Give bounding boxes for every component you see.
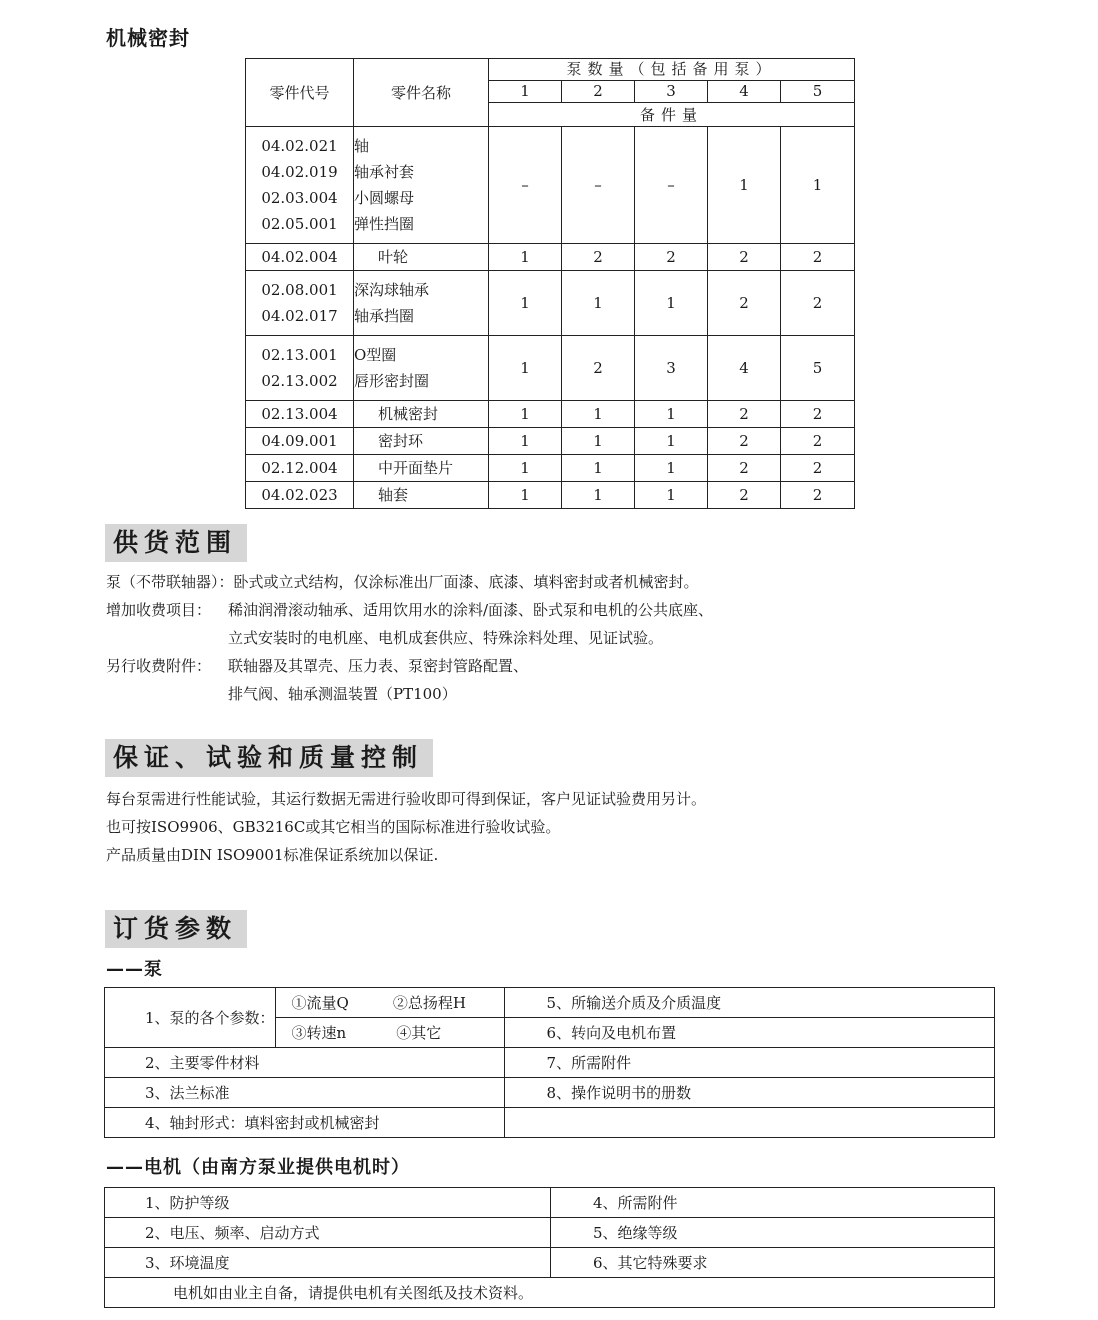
spare-qty: 1 <box>708 127 781 244</box>
spare-qty: 1 <box>562 401 635 428</box>
spare-qty: 1 <box>489 401 562 428</box>
order-item: 2、电压、频率、启动方式 <box>105 1218 551 1248</box>
spare-qty: 2 <box>781 455 855 482</box>
pump-count: 3 <box>635 81 708 103</box>
part-code: 04.02.023 <box>261 486 338 504</box>
spare-row <box>246 455 855 482</box>
spare-qty: 1 <box>781 127 855 244</box>
part-name: 轴承挡圈 <box>354 307 415 325</box>
motor-subheading: ——电机（由南方泵业提供电机时） <box>106 1157 410 1178</box>
quality-line: 产品质量由DIN ISO9001标准保证系统加以保证. <box>106 846 439 864</box>
pump-count: 1 <box>489 81 562 103</box>
quality-heading: 保证、试验和质量控制 <box>105 739 433 777</box>
part-name: 叶轮 <box>378 248 409 266</box>
supply-scope-heading: 供货范围 <box>105 524 247 562</box>
spare-qty: 1 <box>635 271 708 336</box>
spare-qty: 2 <box>708 428 781 455</box>
spare-qty: 2 <box>781 428 855 455</box>
spare-qty: 5 <box>781 336 855 401</box>
spare-qty: 2 <box>708 271 781 336</box>
part-code: 02.13.001 <box>261 346 338 364</box>
part-name-cell <box>354 455 489 482</box>
part-code-cell <box>246 401 354 428</box>
part-name-cell <box>354 244 489 271</box>
col-header-name: 零件名称 <box>354 59 489 127</box>
part-code: 02.08.001 <box>261 281 338 299</box>
part-code: 02.05.001 <box>261 215 338 233</box>
spare-qty: 1 <box>635 428 708 455</box>
spare-qty: 1 <box>635 482 708 509</box>
part-name-cell <box>354 428 489 455</box>
spare-qty: 1 <box>562 428 635 455</box>
part-name: 轴承衬套 <box>354 163 415 181</box>
part-name: 中开面垫片 <box>378 459 454 477</box>
pump-param-cell <box>275 1018 504 1048</box>
spare-qty: 2 <box>708 401 781 428</box>
pump-subheading: ——泵 <box>106 959 163 980</box>
part-name: 机械密封 <box>378 405 439 423</box>
order-item: 1、防护等级 <box>105 1188 551 1218</box>
order-item: 3、法兰标准 <box>105 1078 505 1108</box>
spare-qty: 1 <box>635 455 708 482</box>
empty-cell <box>504 1108 994 1138</box>
pump-param-cell <box>275 988 504 1018</box>
order-item: 7、所需附件 <box>504 1048 994 1078</box>
supply-line: 联轴器及其罩壳、压力表、泵密封管路配置、 <box>228 657 529 675</box>
pump-qty-header: 泵数量（包括备用泵） <box>489 59 855 81</box>
part-name: 轴套 <box>378 486 409 504</box>
part-code-cell <box>246 271 354 336</box>
param-other: ④其它 <box>396 1024 442 1042</box>
order-item: 8、操作说明书的册数 <box>504 1078 994 1108</box>
part-code: 04.02.019 <box>261 163 338 181</box>
part-code-cell <box>246 127 354 244</box>
spare-row <box>246 127 855 244</box>
spare-qty: 2 <box>781 482 855 509</box>
spare-qty: 1 <box>489 336 562 401</box>
spare-qty: 1 <box>489 271 562 336</box>
order-item: 5、绝缘等级 <box>551 1218 995 1248</box>
spare-qty: 4 <box>708 336 781 401</box>
spare-row <box>246 244 855 271</box>
spare-qty: 2 <box>708 244 781 271</box>
motor-note: 电机如由业主自备，请提供电机有关图纸及技术资料。 <box>105 1278 995 1308</box>
order-params-heading: 订货参数 <box>105 910 247 948</box>
quality-line: 也可按ISO9906、GB3216C或其它相当的国际标准进行验收试验。 <box>106 818 561 836</box>
spare-qty: 1 <box>562 482 635 509</box>
part-code: 02.03.004 <box>261 189 338 207</box>
part-name: 小圆螺母 <box>354 189 415 207</box>
order-item: 4、所需附件 <box>551 1188 995 1218</box>
spare-qty: 1 <box>489 482 562 509</box>
param-flow: ①流量Q <box>291 994 349 1012</box>
spare-qty: 1 <box>489 244 562 271</box>
order-item: 6、其它特殊要求 <box>551 1248 995 1278</box>
spare-row <box>246 336 855 401</box>
order-item: 3、环境温度 <box>105 1248 551 1278</box>
supply-line: 稀油润滑滚动轴承、适用饮用水的涂料/面漆、卧式泵和电机的公共底座、 <box>228 601 714 619</box>
order-item: 5、所输送介质及介质温度 <box>504 988 994 1018</box>
part-name: 唇形密封圈 <box>354 372 430 390</box>
spare-row <box>246 428 855 455</box>
motor-order-table <box>104 1187 995 1308</box>
part-code: 04.02.004 <box>261 248 338 266</box>
spare-row <box>246 482 855 509</box>
part-name: 轴 <box>354 137 370 155</box>
spare-qty: 3 <box>635 336 708 401</box>
spare-row <box>246 401 855 428</box>
param-head: ②总扬程H <box>392 994 466 1012</box>
supply-line: 排气阀、轴承测温装置（PT100） <box>228 685 457 703</box>
part-name-cell <box>354 401 489 428</box>
pump-count: 4 <box>708 81 781 103</box>
part-code: 02.13.002 <box>261 372 338 390</box>
part-name: 深沟球轴承 <box>354 281 430 299</box>
supply-line-label: 增加收费项目： <box>106 601 212 619</box>
spare-qty: 2 <box>708 455 781 482</box>
part-code: 04.02.021 <box>261 137 338 155</box>
part-name: 密封环 <box>378 432 424 450</box>
supply-line-label: 另行收费附件： <box>106 657 212 675</box>
spare-qty: – <box>489 127 562 244</box>
order-item: 4、轴封形式：填料密封或机械密封 <box>105 1108 505 1138</box>
section-title-mechanical-seal: 机械密封 <box>106 26 190 50</box>
spare-qty: 2 <box>635 244 708 271</box>
part-code-cell <box>246 455 354 482</box>
spare-qty: 1 <box>635 401 708 428</box>
part-code-cell <box>246 428 354 455</box>
part-code: 04.02.017 <box>261 307 338 325</box>
order-item: 2、主要零件材料 <box>105 1048 505 1078</box>
part-name: O型圈 <box>354 346 397 364</box>
part-code-cell <box>246 482 354 509</box>
part-name: 弹性挡圈 <box>354 215 415 233</box>
param-speed: ③转速n <box>291 1024 347 1042</box>
part-code-cell <box>246 244 354 271</box>
pump-count: 2 <box>562 81 635 103</box>
spare-qty-header: 备件量 <box>489 103 855 127</box>
col-header-code: 零件代号 <box>246 59 354 127</box>
spare-qty: – <box>562 127 635 244</box>
supply-line: 泵（不带联轴器）：卧式或立式结构，仅涂标准出厂面漆、底漆、填料密封或者机械密封。 <box>106 573 699 591</box>
spare-qty: 2 <box>781 401 855 428</box>
spare-qty: 2 <box>781 244 855 271</box>
pump-params-label: 1、泵的各个参数： <box>105 988 276 1048</box>
pump-order-table <box>104 987 995 1138</box>
part-code: 02.12.004 <box>261 459 338 477</box>
spare-qty: – <box>635 127 708 244</box>
part-code: 02.13.004 <box>261 405 338 423</box>
part-name-cell <box>354 482 489 509</box>
spare-qty: 2 <box>781 271 855 336</box>
order-item: 6、转向及电机布置 <box>504 1018 994 1048</box>
spare-row <box>246 271 855 336</box>
part-name-cell <box>354 127 489 244</box>
spare-qty: 1 <box>562 455 635 482</box>
part-code: 04.09.001 <box>261 432 338 450</box>
spare-qty: 2 <box>562 244 635 271</box>
quality-line: 每台泵需进行性能试验，其运行数据无需进行验收即可得到保证，客户见证试验费用另计。 <box>106 790 707 808</box>
spare-qty: 1 <box>489 428 562 455</box>
part-code-cell <box>246 336 354 401</box>
part-name-cell <box>354 336 489 401</box>
spare-qty: 2 <box>562 336 635 401</box>
spare-parts-table <box>245 58 855 509</box>
pump-count: 5 <box>781 81 855 103</box>
spare-qty: 1 <box>489 455 562 482</box>
spare-qty: 1 <box>562 271 635 336</box>
spare-qty: 2 <box>708 482 781 509</box>
supply-line: 立式安装时的电机座、电机成套供应、特殊涂料处理、见证试验。 <box>228 629 664 647</box>
part-name-cell <box>354 271 489 336</box>
